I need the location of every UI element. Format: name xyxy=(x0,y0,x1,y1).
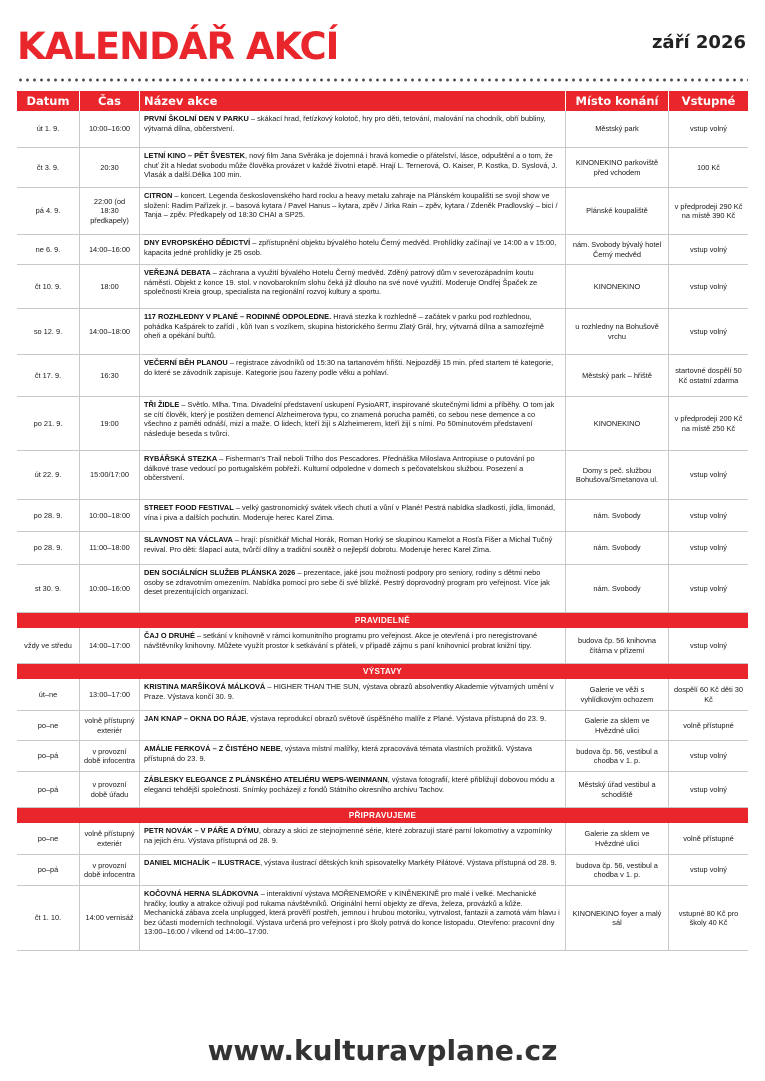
event-title: ZÁBLESKY ELEGANCE Z PLÁNSKÉHO ATELIÉRU WEPS-WEINMANN xyxy=(144,775,388,784)
event-description xyxy=(139,309,565,354)
event-description xyxy=(139,741,565,771)
event-detail: , výstava ilustrací dětských knih spisovatelky Markéty Pilátové. Výstava přístupná od 28. 9. xyxy=(260,858,557,867)
event-detail: , obrazy a skici ze stejnojmenné série, které zobrazují staré parní lokomotivy a vzpomínky na jejich éru. Výstava přístupná od 28. 9. xyxy=(144,826,553,845)
event-title: VEŘEJNÁ DEBATA xyxy=(144,268,211,277)
event-title: PETR NOVÁK – V PÁŘE A DÝMU xyxy=(144,826,259,835)
col-time-header: Čas xyxy=(79,91,139,111)
table-header xyxy=(17,91,748,111)
event-time: 20:30 xyxy=(79,148,139,187)
event-title: RYBÁŘSKÁ STEZKA xyxy=(144,454,218,463)
event-text xyxy=(144,114,561,133)
event-description xyxy=(139,355,565,396)
event-place: nám. Svobody xyxy=(565,565,668,612)
event-text xyxy=(144,858,561,868)
event-entry: vstup volný xyxy=(668,309,748,354)
event-description xyxy=(139,679,565,710)
event-date: po–ne xyxy=(37,720,59,730)
event-detail: – setkání v knihovně v rámci komunitního programu pro veřejnost. Akce je otevřená i pro neregistrované návštěvníky knihovny. Můžete využít prostor k setkávání s přáteli, v případě zájmu s paní knihovnicí probrat knižní tipy. xyxy=(144,631,538,650)
event-entry: v předprodeji 290 Kč na místě 390 Kč xyxy=(668,188,748,234)
section-regular: PRAVIDELNĚ xyxy=(17,613,748,628)
event-entry: startovné dospělí 50 Kč ostatní zdarma xyxy=(668,355,748,396)
event-text xyxy=(144,889,561,937)
event-entry: vstup volný xyxy=(668,565,748,612)
event-detail: – registrace závodníků od 15:30 na tartanovém hřišti. Nejpozději 15 min. před startem té kategorie, do které se závodník zapisuje. Kategorie jsou řazeny podle věku a pohlaví. xyxy=(144,358,554,377)
event-entry: 100 Kč xyxy=(668,148,748,187)
event-entry: vstup volný xyxy=(668,111,748,147)
event-time: 22:00 (od 18:30 předkapely) xyxy=(79,188,139,234)
events-table xyxy=(17,91,748,951)
event-time: 14:00–17:00 xyxy=(79,628,139,663)
table-row xyxy=(17,500,748,532)
event-entry: vstup volný xyxy=(668,235,748,264)
event-text xyxy=(144,238,561,257)
event-text xyxy=(144,682,561,701)
table-row xyxy=(17,886,748,951)
event-time: 14:00–18:00 xyxy=(79,309,139,354)
table-row xyxy=(17,823,748,855)
table-row xyxy=(17,679,748,711)
event-entry: v předprodeji 200 Kč na místě 250 Kč xyxy=(668,397,748,450)
event-title: JAN KNAP – OKNA DO RÁJE xyxy=(144,714,247,723)
event-time: 16:30 xyxy=(79,355,139,396)
event-date: pá 4. 9. xyxy=(35,206,61,216)
col-name-header: Název akce xyxy=(139,91,565,111)
event-description xyxy=(139,823,565,854)
event-text xyxy=(144,503,561,522)
event-date: čt 10. 9. xyxy=(34,281,62,291)
event-date: po 28. 9. xyxy=(33,510,63,520)
website-url: www.kulturavplane.cz xyxy=(207,1034,558,1067)
event-date: vždy ve středu xyxy=(24,640,72,650)
event-date: so 12. 9. xyxy=(33,326,63,336)
table-row xyxy=(17,711,748,741)
regular-group xyxy=(17,628,748,664)
event-date: čt 3. 9. xyxy=(36,162,60,172)
table-row xyxy=(17,741,748,772)
event-place: Městský park xyxy=(565,111,668,147)
event-title: DANIEL MICHALÍK – ILUSTRACE xyxy=(144,858,261,867)
event-text xyxy=(144,744,561,763)
event-entry: vstup volný xyxy=(668,500,748,531)
table-row xyxy=(17,772,748,808)
event-text xyxy=(144,151,561,180)
event-text xyxy=(144,775,561,794)
event-place: budova čp. 56, vestibul a chodba v 1. p. xyxy=(565,741,668,771)
event-title: DEN SOCIÁLNÍCH SLUŽEB PLÁNSKA 2026 xyxy=(144,568,296,577)
event-place: Městský park – hřiště xyxy=(565,355,668,396)
event-title: VEČERNÍ BĚH PLANOU xyxy=(144,358,228,367)
event-description xyxy=(139,451,565,499)
event-detail: – velký gastronomický svátek všech chutí a vůní v Plané! Pestrá nabídka sladkostí, jídla, limonád, vína i piva a dalších pochutin. Moderuje herec Karel Zima. xyxy=(144,503,556,522)
event-date: út 1. 9. xyxy=(36,124,60,134)
event-time: 10:00–18:00 xyxy=(79,500,139,531)
event-text xyxy=(144,268,561,297)
event-detail: – Světlo. Mlha. Tma. Divadelní představení uskupení FysioART, inspirované skutečnými lidmi a příběhy. O tom jak se cítí člověk, který je postižen demencí Alzheimerova typu, co znamená porucha paměti, co sebou nese demence a co všechno z paměti odnáší, mizí a maže. O lidech, kteří žijí s Alzheimerem, kteří žijí s ními. Po 50minutovém představení následuje beseda s tvůrci. xyxy=(144,400,555,438)
event-text xyxy=(144,535,561,554)
event-place: nám. Svobody bývalý hotel Černý medvěd xyxy=(565,235,668,264)
event-title: 117 ROZHLEDNY V PLANÉ – RODINNÉ ODPOLEDNE. xyxy=(144,312,332,321)
event-time: 19:00 xyxy=(79,397,139,450)
event-description xyxy=(139,111,565,147)
event-detail: – Fisherman's Trail neboli Trilho dos Pescadores. Přednáška Miloslava Antropiuse o putování po dálkové trase vedoucí po portugalském pobřeží. Kulturní odpoledne v domech s pečovatelskou službou. Posezení a občerstvení. xyxy=(144,454,535,482)
event-date: ne 6. 9. xyxy=(35,244,61,254)
event-description xyxy=(139,711,565,740)
col-entry-header: Vstupné xyxy=(668,91,748,111)
event-text xyxy=(144,568,561,597)
table-row xyxy=(17,397,748,451)
dotted-divider xyxy=(17,78,748,82)
event-time: 15:00/17:00 xyxy=(79,451,139,499)
event-entry: vstup volný xyxy=(668,855,748,885)
table-row xyxy=(17,265,748,309)
event-place: Galerie za sklem ve Hvězdné ulici xyxy=(565,823,668,854)
table-row xyxy=(17,565,748,613)
table-row xyxy=(17,355,748,397)
event-time: v provozní době úřadu xyxy=(79,772,139,807)
event-time: 13:00–17:00 xyxy=(79,679,139,710)
event-place: budova čp. 56, vestibul a chodba v 1. p. xyxy=(565,855,668,885)
event-entry: volně přístupné xyxy=(668,711,748,740)
event-place: u rozhledny na Bohušově vrchu xyxy=(565,309,668,354)
event-time: volně přístupný exteriér xyxy=(79,711,139,740)
event-entry: vstup volný xyxy=(668,265,748,308)
event-title: TŘI ŽIDLE xyxy=(144,400,180,409)
event-title: DNY EVROPSKÉHO DĚDICTVÍ xyxy=(144,238,251,247)
month-label: září 2026 xyxy=(651,32,746,53)
event-date: po–pá xyxy=(37,784,59,794)
table-row xyxy=(17,148,748,188)
event-text xyxy=(144,631,561,650)
event-description xyxy=(139,628,565,663)
event-description xyxy=(139,886,565,950)
event-description xyxy=(139,265,565,308)
event-detail: – skákací hrad, řetízkový kolotoč, hry pro děti, tetování, malování na chodník, obří bubliny, výtvarná dílna, občerstvení. xyxy=(144,114,546,133)
event-time: 11:00–18:00 xyxy=(79,532,139,564)
event-description xyxy=(139,772,565,807)
event-date: st 30. 9. xyxy=(34,583,62,593)
event-text xyxy=(144,312,561,341)
event-detail: Hravá stezka k rozhledně – začátek v parku pod rozhlednou, pohádka Kašpárek to zařídí , kůň Ivan s vozíkem, skupina historického šermu Zlatý Grál, hry, výtvarná dílna a samozřejmě oheň a opékání buřtů. xyxy=(144,312,544,340)
table-row xyxy=(17,451,748,500)
table-row xyxy=(17,188,748,235)
event-detail: – prezentace, jaké jsou možnosti podpory pro seniory, rodiny s dětmi nebo osoby se zdravotním omezením. Nabídka pomoci pro sebe či své blízké. Pestrý doprovodný program pro veřejnost. Více jak deset prezentujících organizací. xyxy=(144,568,550,596)
event-place: Galerie ve věži s vyhlídkovým ochozem xyxy=(565,679,668,710)
event-description xyxy=(139,532,565,564)
event-detail: , výstava místní malířky, která zpracovává témata vlastních prožitků. Výstava přístupná do 23. 9. xyxy=(144,744,532,763)
event-entry: volně přístupné xyxy=(668,823,748,854)
col-place-header: Místo konání xyxy=(565,91,668,111)
event-entry: vstupné 80 Kč pro školy 40 Kč xyxy=(668,886,748,950)
event-place: Domy s peč. službou Bohušova/Smetanova ul. xyxy=(565,451,668,499)
event-entry: vstup volný xyxy=(668,741,748,771)
event-time: v provozní době infocentra xyxy=(79,855,139,885)
event-title: STREET FOOD FESTIVAL xyxy=(144,503,234,512)
section-exhibitions: VÝSTAVY xyxy=(17,664,748,679)
events-group xyxy=(17,111,748,613)
event-detail: – zpřístupnění objektu bývalého hotelu Černý medvěd. Prohlídky začínají ve 14:00 a v 15:00, kapacita jedné prohlídky je 25 osob. xyxy=(144,238,557,257)
event-description xyxy=(139,565,565,612)
upcoming-group xyxy=(17,823,748,951)
event-date: čt 17. 9. xyxy=(34,370,62,380)
event-title: KRISTINA MARŠÍKOVÁ MÁLKOVÁ xyxy=(144,682,266,691)
event-place: KINONEKINO xyxy=(565,265,668,308)
event-entry: dospělí 60 Kč děti 30 Kč xyxy=(668,679,748,710)
event-text xyxy=(144,454,561,483)
event-description xyxy=(139,235,565,264)
event-place: KINONEKINO parkoviště před vchodem xyxy=(565,148,668,187)
event-time: 18:00 xyxy=(79,265,139,308)
event-description xyxy=(139,148,565,187)
page-title: KALENDÁŘ AKCÍ xyxy=(17,25,339,68)
event-place: KINONEKINO foyer a malý sál xyxy=(565,886,668,950)
event-entry: vstup volný xyxy=(668,451,748,499)
event-time: 14:00–16:00 xyxy=(79,235,139,264)
event-detail: – interaktivní výstava MOŘENEMOŘE v KINĚNEKINĚ pro malé i velké. Mechanické hračky, loutky a atrakce oživují pod rukama návštěvníků. Originální herní objekty ze dřeva, železa, provázků a kůže. Mechanická zábava zcela unplugged, která prověří postřeh, jemnou i hrubou motoriku, vytrvalost, fantazii a zamotá vám hlavu i bez účasti moderních technologií. Výstava určená pro veřejnost i pro školy potrvá do konce listopadu. Otevřeno: pracovní dny 13:00–16:00 / víkend od 14:00–17:00. xyxy=(144,889,560,936)
event-title: PRVNÍ ŠKOLNÍ DEN V PARKU xyxy=(144,114,249,123)
event-title: CITRON xyxy=(144,191,173,200)
event-text xyxy=(144,714,561,724)
event-entry: vstup volný xyxy=(668,532,748,564)
event-date: po 21. 9. xyxy=(33,418,63,428)
event-detail: , výstava fotografií, které přibližují dobovou módu a eleganci tehdější společnosti. Snímky pocházejí z fondů Státního okresního archivu Tachov. xyxy=(144,775,555,794)
event-description xyxy=(139,397,565,450)
event-place: budova čp. 56 knihovna čítárna v přízemí xyxy=(565,628,668,663)
event-title: SLAVNOST NA VÁCLAVA xyxy=(144,535,233,544)
event-detail: , nový film Jana Svěráka je dojemná i hravá komedie o přátelství, lásce, odpuštění a o tom, že chuť žít a hledat svobodu může člověka provázet v každé životní etapě. Hrají L. Ternerová, O. Kaiser, P. Kostka, D. Syslová, J. Vlasák a další.Délka 100 min. xyxy=(144,151,558,179)
event-place: nám. Svobody xyxy=(565,500,668,531)
page-header xyxy=(17,22,748,72)
event-time: 14:00 vernisáž xyxy=(79,886,139,950)
event-date: út–ne xyxy=(38,689,58,699)
event-entry: vstup volný xyxy=(668,628,748,663)
event-time: 10:00–16:00 xyxy=(79,111,139,147)
table-row xyxy=(17,309,748,355)
section-upcoming: PŘIPRAVUJEME xyxy=(17,808,748,823)
event-detail: , výstava reprodukcí obrazů světově úspěšného malíře z Plané. Výstava přístupná do 23. 9. xyxy=(246,714,547,723)
col-date-header: Datum xyxy=(26,94,70,108)
event-title: LETNÍ KINO – PĚT ŠVESTEK xyxy=(144,151,246,160)
event-title: ČAJ O DRUHÉ xyxy=(144,631,195,640)
event-title: KOČOVNÁ HERNA SLÁDKOVNA xyxy=(144,889,259,898)
table-row xyxy=(17,532,748,565)
event-time: volně přístupný exteriér xyxy=(79,823,139,854)
event-text xyxy=(144,191,561,220)
event-time: 10:00–16:00 xyxy=(79,565,139,612)
event-place: Plánské koupaliště xyxy=(565,188,668,234)
event-time: v provozní době infocentra xyxy=(79,741,139,771)
event-text xyxy=(144,400,561,438)
event-date: po–pá xyxy=(37,865,59,875)
event-detail: – hrají: písničkář Michal Horák, Roman Horký se skupinou Kamelot a Rosťa Fišer a Michal Tučný revival. Pro děti: šlapací auta, tvůrčí dílny a tradiční soutěž o nejlepší dobrotu. Moderuje herec Karel Zima. xyxy=(144,535,553,554)
event-description xyxy=(139,500,565,531)
event-place: Galerie za sklem ve Hvězdné ulici xyxy=(565,711,668,740)
table-row xyxy=(17,855,748,886)
event-detail: – záchrana a využití bývalého Hotelu Černý medvěd. Zděný patrový dům v severozápadním koutu náměstí. Objekt z konce 19. stol. v novobarokním slohu čeká již dlouho na své nové využití. Moderuje Ondřej Špaček ze společnosti Kreia group, specialista na regionální rozvoj kultury a sportu. xyxy=(144,268,538,296)
table-row xyxy=(17,235,748,265)
event-date: po 28. 9. xyxy=(33,543,63,553)
exhibitions-group xyxy=(17,679,748,808)
event-date: po–ne xyxy=(37,833,59,843)
event-description xyxy=(139,855,565,885)
table-row xyxy=(17,628,748,664)
event-place: nám. Svobody xyxy=(565,532,668,564)
event-title: AMÁLIE FERKOVÁ – Z ČISTÉHO NEBE xyxy=(144,744,281,753)
event-place: Městský úřad vestibul a schodiště xyxy=(565,772,668,807)
event-detail: – HIGHER THAN THE SUN, výstava obrazů absolventky Akademie výtvarných umění v Praze. Výstava končí 30. 9. xyxy=(144,682,554,701)
event-text xyxy=(144,358,561,377)
event-place: KINONEKINO xyxy=(565,397,668,450)
event-date: út 22. 9. xyxy=(34,470,62,480)
event-entry: vstup volný xyxy=(668,772,748,807)
event-date: po–pá xyxy=(37,751,59,761)
event-description xyxy=(139,188,565,234)
event-detail: – koncert. Legenda československého hard rocku a heavy metalu zahraje na Plánském koupališti se svojí show ve složení: Radim Pařízek jr. – basová kytara / Pavel Hanus – kytara, zpěv / Jirka Rain – zpěv, kytara / Zdeněk Pradlovský – bicí / Tanja – zpěv. Předkapely od 18:30 CHAI a SP25. xyxy=(144,191,558,219)
event-date: čt 1. 10. xyxy=(34,913,62,923)
table-row xyxy=(17,111,748,148)
event-text xyxy=(144,826,561,845)
